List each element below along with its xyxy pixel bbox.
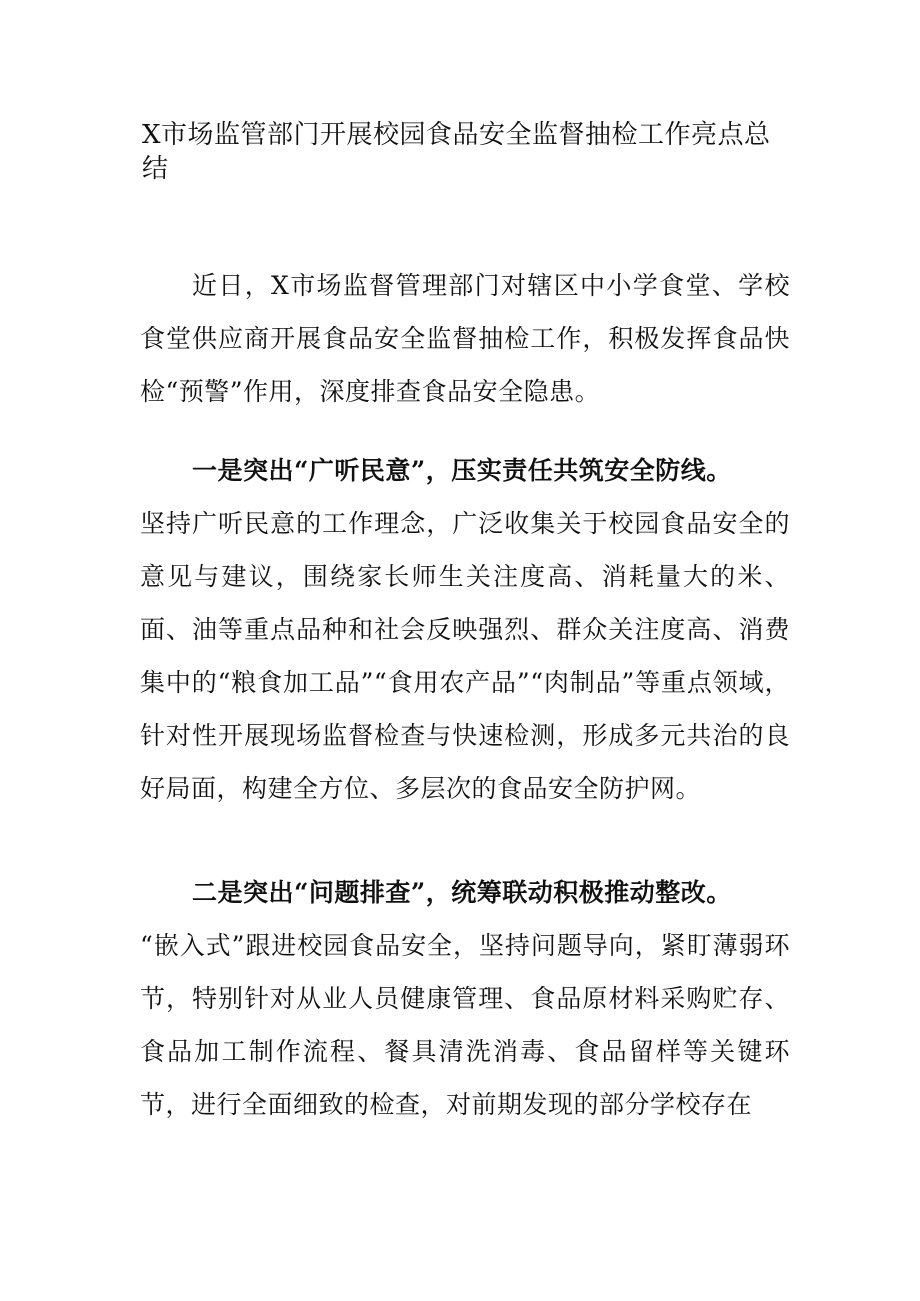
intro-paragraph: 近日，X市场监督管理部门对辖区中小学食堂、学校食堂供应商开展食品安全监督抽检工作，积极发挥食品快检“预警”作用，深度排查食品安全隐患。 bbox=[140, 271, 790, 406]
section-2-heading: 二是突出“问题排查”，统筹联动积极推动整改。 bbox=[192, 878, 732, 907]
section-1-body: 坚持广听民意的工作理念，广泛收集关于校园食品安全的意见与建议，围绕家长师生关注度高、消耗量大的米、面、油等重点品种和社会反映强烈、群众关注度高、消费集中的“粮食加工品”“食用农产品”“肉制品”等重点领域，针对性开展现场监督检查与快速检测，形成多元共治的良好局面，构建全方位、多层次的食品安全防护网。 bbox=[140, 509, 790, 803]
document-title: X市场监管部门开展校园食品安全监督抽检工作亮点总结 bbox=[142, 120, 771, 184]
section-2-body: “嵌入式”跟进校园食品安全，坚持问题导向，紧盯薄弱环节，特别针对从业人员健康管理、食品原材料采购贮存、食品加工制作流程、餐具清洗消毒、食品留样等关键环节，进行全面细致的检查，对前期发现的部分学校存在 bbox=[140, 931, 790, 1119]
section-1-heading: 一是突出“广听民意”，压实责任共筑安全防线。 bbox=[192, 456, 732, 485]
